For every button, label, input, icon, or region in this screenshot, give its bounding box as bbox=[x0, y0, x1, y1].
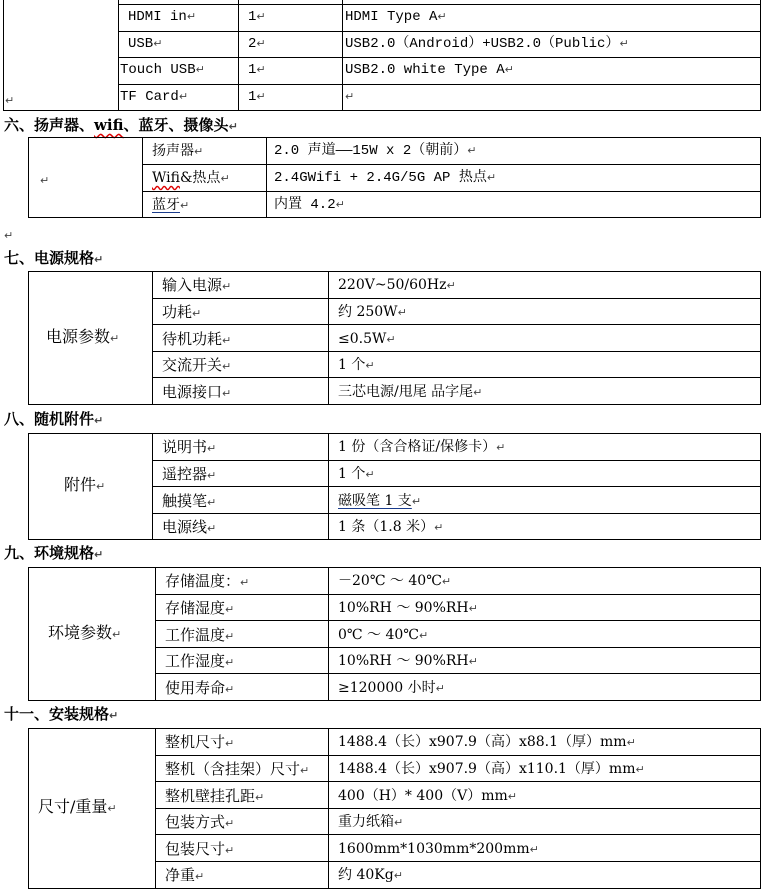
spec-name: 整机尺寸↵ bbox=[165, 733, 235, 752]
spec-value: 重力纸箱↵ bbox=[338, 814, 404, 831]
spec-value: 磁吸笔 1 支↵ bbox=[338, 492, 422, 509]
spec-value: 三芯电源/甩尾 品字尾↵ bbox=[338, 383, 483, 400]
spec-value: 2.4GWifi + 2.4G/5G AP 热点↵ bbox=[274, 170, 497, 186]
port-count: 1↵ bbox=[248, 9, 266, 25]
spec-value: ≥120000 小时↵ bbox=[338, 679, 445, 696]
spec-name: Wifi&热点↵ bbox=[152, 170, 230, 186]
spec-value: 约 250W↵ bbox=[338, 303, 407, 320]
spec-name: 触摸笔↵ bbox=[162, 491, 217, 510]
spec-value: 220V~50/60Hz↵ bbox=[338, 277, 456, 294]
spec-name: 蓝牙↵ bbox=[152, 197, 190, 213]
spec-name: 扬声器↵ bbox=[152, 143, 204, 159]
port-count: 1↵ bbox=[248, 89, 266, 105]
spec-value: 内置 4.2↵ bbox=[274, 197, 345, 213]
spec-name: 使用寿命↵ bbox=[165, 678, 235, 697]
spec-name: 电源接口↵ bbox=[162, 382, 232, 401]
power-group-label: 电源参数↵ bbox=[46, 326, 120, 346]
spec-value: 10%RH ～ 90%RH↵ bbox=[338, 653, 478, 670]
section-11-title: 十一、安装规格↵ bbox=[4, 705, 119, 723]
port-desc: HDMI Type A↵ bbox=[345, 9, 447, 25]
section-7-title: 七、电源规格↵ bbox=[4, 249, 104, 267]
spec-name: 输入电源↵ bbox=[162, 276, 232, 295]
section-6-title: 六、扬声器、wifi、蓝牙、摄像头↵ bbox=[4, 116, 238, 134]
spec-name: 工作温度↵ bbox=[165, 625, 235, 644]
spec-value: 1488.4（长）x907.9（高）x110.1（厚）mm↵ bbox=[338, 760, 645, 777]
spec-name: 整机（含挂架）尺寸↵ bbox=[165, 759, 310, 778]
port-name: USB↵ bbox=[128, 36, 163, 52]
spec-name: 遥控器↵ bbox=[162, 464, 217, 483]
port-desc: USB2.0（Android）+USB2.0（Public）↵ bbox=[345, 36, 629, 52]
spec-name: 存储湿度↵ bbox=[165, 598, 235, 617]
paragraph-mark: ↵ bbox=[40, 174, 50, 187]
spec-value: 1 个↵ bbox=[338, 465, 375, 482]
spec-value: 1 份（含合格证/保修卡）↵ bbox=[338, 439, 506, 456]
spec-name: 包装方式↵ bbox=[165, 813, 235, 832]
accessories-group-label: 附件↵ bbox=[64, 475, 106, 495]
spec-name: 整机壁挂孔距↵ bbox=[165, 786, 265, 805]
spec-name: 待机功耗↵ bbox=[162, 329, 232, 348]
spec-value: ≤0.5W↵ bbox=[338, 330, 396, 347]
port-name: HDMI in↵ bbox=[128, 9, 197, 25]
spec-value: 1 个↵ bbox=[338, 357, 375, 374]
spec-name: 工作湿度↵ bbox=[165, 652, 235, 671]
port-count: 2↵ bbox=[248, 36, 266, 52]
spec-value: －20℃ ～ 40℃↵ bbox=[338, 573, 452, 590]
port-count: 1↵ bbox=[248, 62, 266, 78]
spec-value: 10%RH ～ 90%RH↵ bbox=[338, 599, 478, 616]
spec-value: 400（H）* 400（V）mm↵ bbox=[338, 787, 517, 804]
spec-value: 约 40Kg↵ bbox=[338, 867, 403, 884]
spec-value: 1 条（1.8 米）↵ bbox=[338, 519, 444, 536]
size-weight-group-label: 尺寸/重量↵ bbox=[38, 796, 117, 816]
spec-value: 0℃ ～ 40℃↵ bbox=[338, 626, 429, 643]
spec-name: 说明书↵ bbox=[162, 438, 217, 457]
spec-name: 交流开关↵ bbox=[162, 356, 232, 375]
port-name: TF Card↵ bbox=[120, 89, 189, 105]
port-desc: ↵ bbox=[345, 90, 355, 103]
spec-name: 功耗↵ bbox=[162, 302, 202, 321]
port-desc: USB2.0 white Type A↵ bbox=[345, 62, 514, 78]
paragraph-mark: ↵ bbox=[5, 94, 15, 107]
paragraph-mark: ↵ bbox=[4, 229, 14, 242]
spec-value: 1488.4（长）x907.9（高）x88.1（厚）mm↵ bbox=[338, 734, 636, 751]
spec-value: 2.0 声道——15W x 2（朝前）↵ bbox=[274, 143, 477, 159]
section-8-title: 八、随机附件↵ bbox=[4, 410, 104, 428]
section-9-title: 九、环境规格↵ bbox=[4, 544, 104, 562]
spec-name: 存储温度：↵ bbox=[165, 572, 250, 591]
environment-group-label: 环境参数↵ bbox=[48, 622, 122, 642]
port-name: Touch USB↵ bbox=[120, 62, 205, 78]
spec-name: 净重↵ bbox=[165, 866, 205, 885]
spec-name: 包装尺寸↵ bbox=[165, 839, 235, 858]
spec-value: 1600mm*1030mm*200mm↵ bbox=[338, 840, 539, 857]
spec-name: 电源线↵ bbox=[162, 518, 217, 537]
